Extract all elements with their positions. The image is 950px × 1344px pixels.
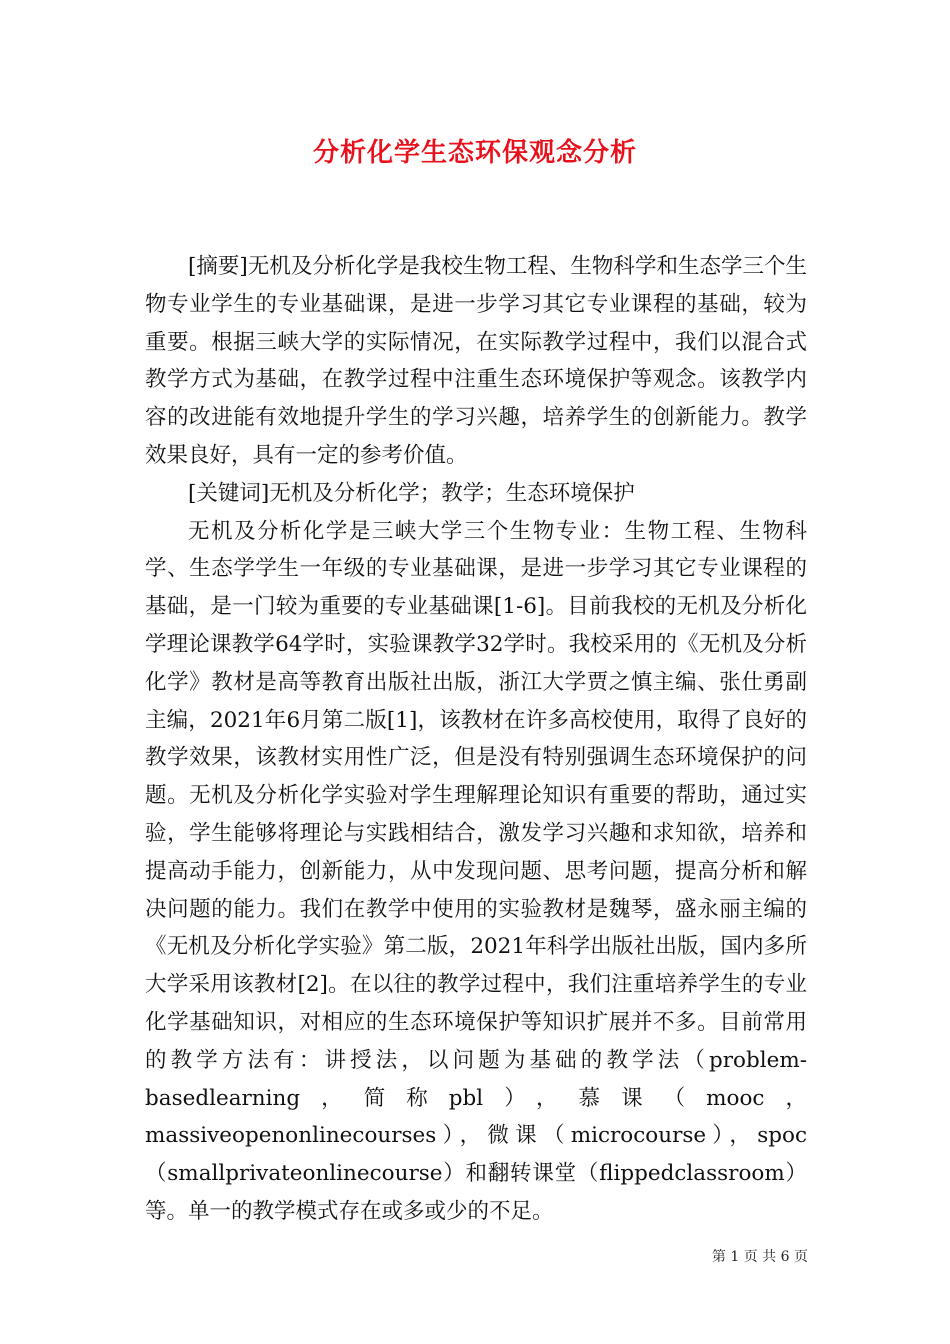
abstract-paragraph: [摘要]无机及分析化学是我校生物工程、生物科学和生态学三个生物专业学生的专业基础课，是进一步学习其它专业课程的基础，较为重要。根据三峡大学的实际情况，在实际教学过程中，我们以混合式教学方式为基础，在教学过程中注重生态环境保护等观念。该教学内容的改进能有效地提升学生的学习兴趣，培养学生的创新能力。教学效果良好，具有一定的参考价值。: [145, 254, 807, 468]
document-body: [145, 248, 807, 1231]
keywords-paragraph: [关键词]无机及分析化学；教学；生态环境保护: [188, 480, 635, 506]
body-paragraph: 无机及分析化学是三峡大学三个生物专业：生物工程、生物科学、生态学学生一年级的专业基础课，是进一步学习其它专业课程的基础，是一门较为重要的专业基础课[1-6]。目前我校的无机及分析化学理论课教学64学时，实验课教学32学时。我校采用的《无机及分析化学》教材是高等教育出版社出版，浙江大学贾之慎主编、张仕勇副主编，2021年6月第二版[1]，该教材在许多高校使用，取得了良好的教学效果，该教材实用性广泛，但是没有特别强调生态环境保护的问题。无机及分析化学实验对学生理解理论知识有重要的帮助，通过实验，学生能够将理论与实践相结合，激发学习兴趣和求知欲，培养和提高动手能力，创新能力，从中发现问题、思考问题，提高分析和解决问题的能力。我们在教学中使用的实验教材是魏琴，盛永丽主编的《无机及分析化学实验》第二版，2021年科学出版社出版，国内多所大学采用该教材[2]。在以往的教学过程中，我们注重培养学生的专业化学基础知识，对相应的生态环境保护等知识扩展并不多。目前常用的教学方法有：讲授法，以问题为基础的教学法（problem-basedlearning，简称pbl），慕课（mooc，massiveopenonlinecourses），微课（microcourse），spoc（smallprivateonlinecourse）和翻转课堂（flippedclassroom）等。单一的教学模式存在或多或少的不足。: [145, 518, 807, 1224]
document-title: 分析化学生态环保观念分析: [312, 138, 637, 168]
page-number: 第 1 页 共 6 页: [711, 1249, 808, 1265]
